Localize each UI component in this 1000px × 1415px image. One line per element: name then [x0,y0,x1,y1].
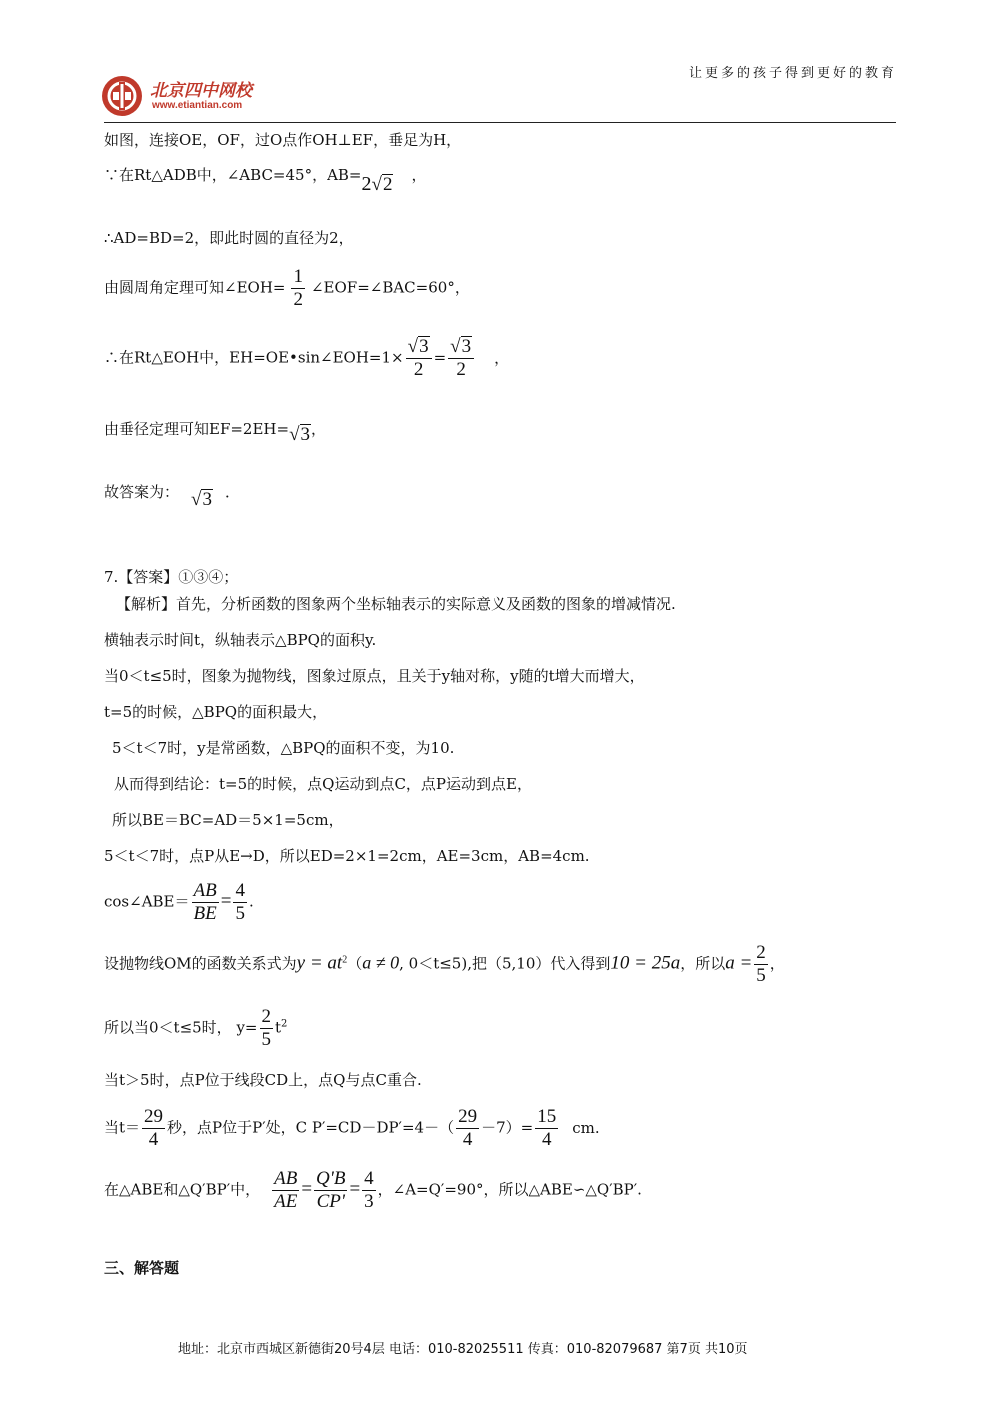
fraction: $\frac{√3}{2}$ [406,336,432,381]
logo-url: www.etiantian.com [152,100,243,111]
text-line: 故答案为： √3 ． [104,483,240,510]
text-line: cos∠ABE＝ $\frac{AB}{BE}$ = $\frac{4}{5}$ . [104,880,254,924]
sqrt-expression: √3 [289,424,311,445]
fraction: $\frac{AB}{AE}$ [274,1168,298,1212]
text-line: 由垂径定理可知EF=2EH=√3， [104,420,327,445]
footer-text: 地址：北京市西城区新德街20号4层 电话：010-82025511 传真：010-82079687 第7页 共10页 [178,1342,748,1357]
text-line: 在△ABE和△Q′BP′中， $\frac{AB}{AE}$ = $\frac{Q'B}{CP'}$ = $\frac{4}{3}$ ，∠A=Q′=90°，所以△ABE∽△Q′BP′. [104,1168,642,1212]
fraction: $\frac{√3}{2}$ [448,336,474,381]
fraction: $\frac{29}{4}$ [458,1106,478,1150]
fraction: $\frac{15}{4}$ [537,1106,557,1150]
fraction: $\frac{29}{4}$ [144,1106,164,1150]
text-line: 【解析】首先，分析函数的图象两个坐标轴表示的实际意义及函数的图象的增减情况. [116,595,676,613]
text-line: 所以BE＝BC=AD＝5×1=5cm， [112,811,344,829]
fraction: $\frac{Q'B}{CP'}$ [316,1168,346,1212]
text-line: 设抛物线OM的函数关系式为$y = at^2(a \ne 0$, 0＜t≤5),把（5,10）代入得到10 = 25a，所以a = $\frac{2}{5}$ ， [104,942,785,986]
fraction: $\frac{4}{5}$ [235,880,245,924]
answer-heading: 7.【答案】①③④； [104,568,239,586]
sqrt-expression: √3 [191,489,212,510]
logo-emblem-icon [100,74,144,118]
text-line: 当t＞5时，点P位于线段CD上，点Q与点C重合. [104,1071,422,1089]
text-line: 5＜t＜7时，y是常函数，△BPQ的面积不变，为10. [112,739,455,757]
text-line: 5＜t＜7时，点P从E→D，所以ED=2×1=2cm，AE=3cm，AB=4cm. [104,847,590,865]
text-line: 从而得到结论：t=5的时候，点Q运动到点C，点P运动到点E， [114,775,532,793]
logo-text: 北京四中网校 [150,81,252,101]
text-line: ∴AD=BD=2，即此时圆的直径为2， [104,229,354,247]
sqrt-expression: √2 [371,174,393,195]
header-rule [104,122,896,123]
math-coefficient: 2 [361,173,372,195]
fraction: $\frac{AB}{BE}$ [193,880,217,924]
text-line: 所以当0＜t≤5时， y= $\frac{2}{5}$ $t^2$ [104,1006,288,1050]
section-heading: 三、解答题 [104,1259,180,1277]
logo [100,72,300,118]
fraction: $\frac{2}{5}$ [261,1006,271,1050]
fraction: $\frac{4}{3}$ [364,1168,374,1212]
text-line: 如图，连接OE，OF，过O点作OH⊥EF，垂足为H， [104,131,462,149]
fraction: $\frac{1}{2}$ [293,266,303,310]
text-line: 由圆周角定理可知∠EOH= $\frac{1}{2}$ ∠EOF=∠BAC=60°， [104,266,470,310]
text-line: 横轴表示时间t，纵轴表示△BPQ的面积y. [104,631,377,649]
header-slogan: 让更多的孩子得到更好的教育 [688,66,897,81]
fraction: $\frac{2}{5}$ [756,942,766,986]
text-line: ∵在Rt△ADB中，∠ABC=45°，AB=2√2 ， [104,166,427,195]
text-line: ∴在Rt△EOH中，EH=OE•sin∠EOH=1× $\frac{√3}{2}$ = $\frac{√3}{2}$ ， [104,336,510,380]
text-line: 当0＜t≤5时，图象为抛物线，图象过原点，且关于y轴对称，y随的t增大而增大， [104,667,645,685]
text-line: 当t＝ $\frac{29}{4}$ 秒，点P位于P′处，C P′=CD－DP′=4－（ $\frac{29}{4}$ －7）= $\frac{15}{4}$ cm. [104,1106,600,1150]
text-line: t=5的时候，△BPQ的面积最大， [104,703,328,721]
